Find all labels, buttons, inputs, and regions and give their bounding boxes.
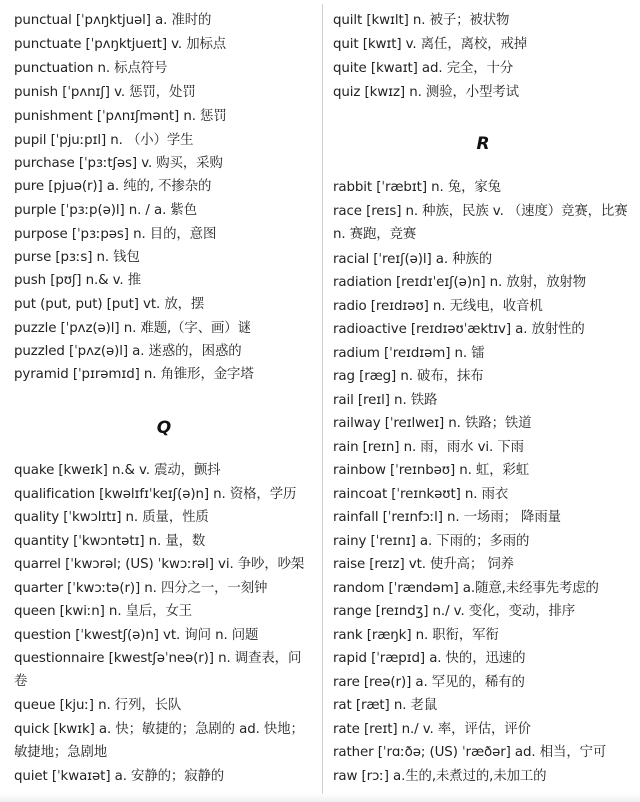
entry-punish: punish [ˈpʌnɪʃ] v. 惩罚，处罚: [14, 85, 196, 100]
entry-rag: rag [ræg] n. 破布，抹布: [333, 369, 484, 384]
entry-punctuation: punctuation n. 标点符号: [14, 61, 168, 76]
entry-raise: raise [reɪz] vt. 使升高； 饲养: [333, 557, 514, 572]
entry-rainbow: rainbow [ˈreɪnbəʊ] n. 虹，彩虹: [333, 463, 530, 478]
page-bottom-edge: [0, 794, 640, 802]
entry-quick: quick [kwɪk] a. 快；敏捷的；急剧的 ad. 快地；敏捷地；急剧地: [14, 722, 304, 760]
entry-puzzle: puzzle [ˈpʌz(ə)l] n. 难题,（字、画）谜: [14, 321, 251, 336]
entry-racial: racial [ˈreɪʃ(ə)l] a. 种族的: [333, 252, 493, 267]
entry-quilt: quilt [kwɪlt] n. 被子；被状物: [333, 13, 510, 28]
entry-rainfall: rainfall [ˈreɪnfɔːl] n. 一场雨； 降雨量: [333, 510, 561, 525]
entry-queen: queen [kwiːn] n. 皇后，女王: [14, 604, 193, 619]
entry-rather: rather [ˈrɑːðə; (US) ˈræðər] ad. 相当，宁可: [333, 745, 607, 760]
entry-quarrel: quarrel [ˈkwɔrəl; (US) ˈkwɔːrəl] vi. 争吵，吵架: [14, 557, 305, 572]
entry-radiation: radiation [reɪdɪˈeɪʃ(ə)n] n. 放射，放射物: [333, 275, 587, 290]
entry-punctuate: punctuate [ˈpʌŋktjueɪt] v. 加标点: [14, 37, 227, 52]
entry-push: push [pʊʃ] n.& v. 推: [14, 273, 142, 288]
entry-purchase: purchase [ˈpɜːtʃəs] v. 购买，采购: [14, 156, 223, 171]
entry-queue: queue [kjuː] n. 行列，长队: [14, 698, 182, 713]
entry-quite: quite [kwaɪt] ad. 完全，十分: [333, 61, 514, 76]
entry-rapid: rapid [ˈræpɪd] a. 快的，迅速的: [333, 651, 526, 666]
entry-rainy: rainy [ˈreɪnɪ] a. 下雨的；多雨的: [333, 534, 530, 549]
entry-rate: rate [reɪt] n./ v. 率，评估，评价: [333, 722, 531, 737]
entry-railway: railway [ˈreɪlweɪ] n. 铁路；铁道: [333, 416, 532, 431]
entry-purple: purple [ˈpɜːp(ə)l] n. / a. 紫色: [14, 203, 197, 218]
entry-punctual: punctual [ˈpʌŋktjuəl] a. 准时的: [14, 13, 212, 28]
entry-rail: rail [reɪl] n. 铁路: [333, 393, 438, 408]
entry-range: range [reɪndʒ] n./ v. 变化，变动，排序: [333, 604, 576, 619]
entry-put: put (put, put) [put] vt. 放，摆: [14, 297, 205, 312]
entry-quarter: quarter [ˈkwɔːtə(r)] n. 四分之一，一刻钟: [14, 581, 268, 596]
entry-rare: rare [reə(r)] a. 罕见的，稀有的: [333, 675, 525, 690]
entry-rabbit: rabbit [ˈræbɪt] n. 兔，家兔: [333, 180, 501, 195]
entry-quality: quality [ˈkwɔlɪtɪ] n. 质量，性质: [14, 510, 209, 525]
entry-radio: radio [reɪdɪəʊ] n. 无线电，收音机: [333, 299, 543, 314]
entry-purpose: purpose [ˈpɜːpəs] n. 目的，意图: [14, 227, 217, 242]
entry-questionnaire: questionnaire [kwestʃəˈneə(r)] n. 调查表，问卷: [14, 651, 302, 689]
entry-pupil: pupil [ˈpjuːpɪl] n. （小）学生: [14, 133, 194, 148]
section-letter-r: R: [476, 134, 490, 154]
entry-radium: radium [ˈreɪdɪəm] n. 镭: [333, 346, 485, 361]
section-letter-q: Q: [156, 418, 172, 438]
entry-rain: rain [reɪn] n. 雨，雨水 vi. 下雨: [333, 440, 524, 455]
entry-race: race [reɪs] n. 种族，民族 v. （速度）竞赛，比赛 n. 赛跑，竞赛: [333, 204, 628, 242]
entry-rank: rank [ræŋk] n. 职衔，军衔: [333, 628, 499, 643]
entry-quake: quake [kweɪk] n.& v. 震动，颤抖: [14, 463, 221, 478]
entry-pure: pure [pjuə(r)] a. 纯的, 不掺杂的: [14, 179, 212, 194]
entry-puzzled: puzzled [ˈpʌz(ə)l] a. 迷惑的，困惑的: [14, 344, 242, 359]
entry-random: random [ˈrændəm] a.随意,未经事先考虑的: [333, 581, 599, 596]
entry-rat: rat [ræt] n. 老鼠: [333, 698, 438, 713]
entry-quiet: quiet [ˈkwaɪət] a. 安静的；寂静的: [14, 769, 225, 784]
entry-radioactive: radioactive [reɪdɪəʊˈæktɪv] a. 放射性的: [333, 322, 585, 337]
entry-quiz: quiz [kwɪz] n. 测验，小型考试: [333, 85, 519, 100]
entry-qualification: qualification [kwəlɪfɪˈkeɪʃ(ə)n] n. 资格，学历: [14, 487, 297, 502]
column-divider: [322, 4, 323, 794]
entry-purse: purse [pɜːs] n. 钱包: [14, 250, 140, 265]
entry-quantity: quantity [ˈkwɔntətɪ] n. 量，数: [14, 534, 206, 549]
entry-question: question [ˈkwestʃ(ə)n] vt. 询问 n. 问题: [14, 628, 259, 643]
entry-pyramid: pyramid [ˈpɪrəmɪd] n. 角锥形，金字塔: [14, 367, 254, 382]
entry-raw: raw [rɔː] a.生的,未煮过的,未加工的: [333, 769, 547, 784]
entry-quit: quit [kwɪt] v. 离任，离校，戒掉: [333, 37, 528, 52]
entry-punishment: punishment [ˈpʌnɪʃmənt] n. 惩罚: [14, 109, 227, 124]
entry-raincoat: raincoat [ˈreɪnkəʊt] n. 雨衣: [333, 487, 509, 502]
